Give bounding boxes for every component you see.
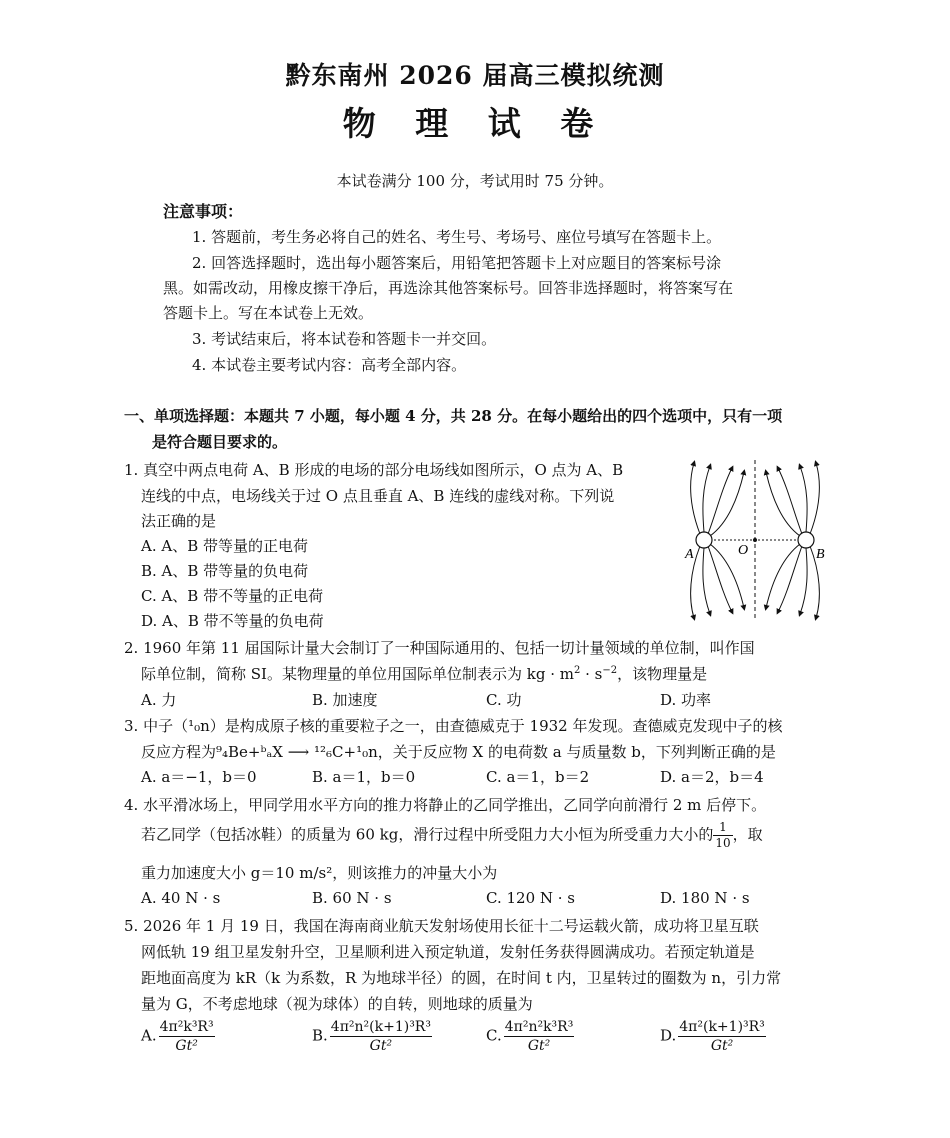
notice-item: 1. 答题前，考生务必将自己的姓名、考生号、考场号、座位号填写在答题卡上。 <box>192 228 722 246</box>
question-3-text: 反应方程为⁹₄Be+ᵇₐX ⟶ ¹²₆C+¹₀n，关于反应物 X 的电荷数 a 与质量数 b，下列判断正确的是 <box>141 743 776 761</box>
section-heading: 一、单项选择题：本题共 7 小题，每小题 4 分，共 28 分。在每小题给出的四个选项中，只有一项 <box>124 407 783 425</box>
notice-item: 黑。如需改动，用橡皮擦干净后，再选涂其他答案标号。回答非选择题时，将答案写在 <box>163 279 734 297</box>
charge-b <box>798 532 814 548</box>
question-4-text: 若乙同学（包括冰鞋）的质量为 60 kg，滑行过程中所受阻力大小恒为所受重力大小的 $\frac{1}{10}$ ，取 <box>141 820 763 850</box>
question-3-option-b: B. a＝1，b＝0 <box>312 768 416 786</box>
question-3-option-c: C. a＝1，b＝2 <box>486 768 590 786</box>
fraction: $\frac{1}{10}$ <box>715 820 731 850</box>
question-1-option-d: D. A、B 带不等量的负电荷 <box>141 612 324 630</box>
question-1-text: 连线的中点，电场线关于过 O 点且垂直 A、B 连线的虚线对称。下列说 <box>141 487 615 505</box>
question-5-option-d: D. $\frac{\text{4π²(k+1)³R³}}{\text{Gt²}}$ <box>660 1019 765 1054</box>
question-2-text: 2. 1960 年第 11 届国际计量大会制订了一种国际通用的、包括一切计量领域的单位制，叫作国 <box>124 639 755 657</box>
question-5-text: 5. 2026 年 1 月 19 日，我国在海南商业航天发射场使用长征十二号运载火箭，成功将卫星互联 <box>124 917 759 935</box>
label-o: O <box>738 543 749 558</box>
question-5-option-a: A. $\frac{\text{4π²k³R³}}{\text{Gt²}}$ <box>141 1019 214 1054</box>
question-4-option-d: D. 180 N · s <box>660 889 750 907</box>
question-4-text: 4. 水平滑冰场上，甲同学用水平方向的推力将静止的乙同学推出，乙同学向前滑行 2 m 后停下。 <box>124 796 767 814</box>
question-5-text: 量为 G，不考虑地球（视为球体）的自转，则地球的质量为 <box>141 995 533 1013</box>
question-5-option-b: B. $\frac{\text{4π²n²(k+1)³R³}}{\text{Gt²}}$ <box>312 1019 431 1054</box>
charge-a <box>696 532 712 548</box>
exam-title: 黔东南州 2026 届高三模拟统测 <box>285 61 665 90</box>
notice-item: 2. 回答选择题时，选出每小题答案后，用铅笔把答题卡上对应题目的答案标号涂 <box>192 254 722 272</box>
question-5-option-c: C. $\frac{\text{4π²n²k³R³}}{\text{Gt²}}$ <box>486 1019 574 1054</box>
question-2-text: 际单位制，简称 SI。某物理量的单位用国际单位制表示为 kg · $m^2 \cdot s^{-2}$，该物理量是 <box>141 665 708 683</box>
subject-title: 物 理 试 卷 <box>342 104 608 143</box>
question-1-option-b: B. A、B 带等量的负电荷 <box>141 562 309 580</box>
question-4-option-b: B. 60 N · s <box>312 889 392 907</box>
question-2-option-a: A. 力 <box>141 691 177 709</box>
exam-intro: 本试卷满分 100 分，考试用时 75 分钟。 <box>336 172 614 190</box>
question-3-option-a: A. a＝−1，b＝0 <box>141 768 257 786</box>
question-3-option-d: D. a＝2，b＝4 <box>660 768 764 786</box>
question-5-text: 网低轨 19 组卫星发射升空，卫星顺利进入预定轨道，发射任务获得圆满成功。若预定轨道是 <box>141 943 755 961</box>
label-b: B <box>816 547 825 562</box>
notice-item: 3. 考试结束后，将本试卷和答题卡一并交回。 <box>192 330 497 348</box>
question-2-option-c: C. 功 <box>486 691 522 709</box>
label-a: A <box>685 547 694 562</box>
question-4-option-c: C. 120 N · s <box>486 889 576 907</box>
notice-item: 4. 本试卷主要考试内容：高考全部内容。 <box>192 356 467 374</box>
question-2-option-d: D. 功率 <box>660 691 712 709</box>
question-1-option-c: C. A、B 带不等量的正电荷 <box>141 587 324 605</box>
question-1-option-a: A. A、B 带等量的正电荷 <box>141 537 308 555</box>
question-2-option-b: B. 加速度 <box>312 691 378 709</box>
question-3-text: 3. 中子（¹₀n）是构成原子核的重要粒子之一，由查德威克于 1932 年发现。查德威克发现中子的核 <box>124 717 783 735</box>
question-1-text: 1. 真空中两点电荷 A、B 形成的电场的部分电场线如图所示，O 点为 A、B <box>124 461 624 479</box>
notice-heading: 注意事项： <box>163 202 244 221</box>
section-heading-cont: 是符合题目要求的。 <box>152 433 288 451</box>
notice-item: 答题卡上。写在本试卷上无效。 <box>163 304 374 322</box>
question-4-option-a: A. 40 N · s <box>141 889 221 907</box>
question-4-text: 重力加速度大小 g＝10 m/s²，则该推力的冲量大小为 <box>141 864 498 882</box>
electric-field-figure <box>680 458 840 623</box>
question-1-text: 法正确的是 <box>141 512 217 530</box>
question-5-text: 距地面高度为 kR（k 为系数，R 为地球半径）的圆，在时间 t 内，卫星转过的圈数为 n，引力常 <box>141 969 782 987</box>
